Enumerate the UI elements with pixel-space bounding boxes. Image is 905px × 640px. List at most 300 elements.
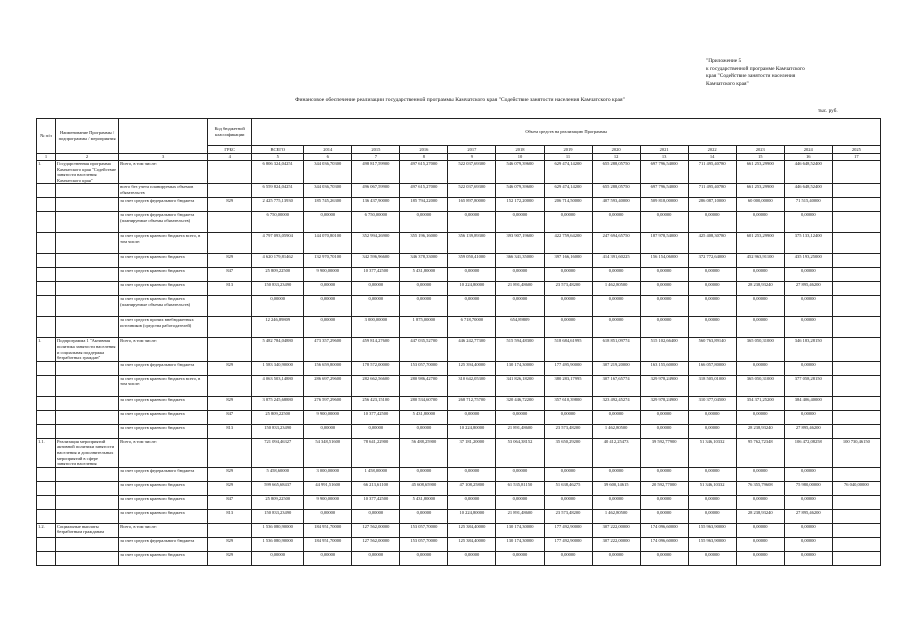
row-grbs-code — [208, 375, 252, 396]
row-year-value — [832, 212, 880, 233]
row-year-value: 0,00000 — [640, 410, 688, 424]
row-name: Реализация мероприятий активной политики занятости населения и дополнительных мероприятий в сфере занятости населения — [56, 438, 119, 467]
row-year-value: 329 978,24900 — [640, 396, 688, 410]
row-grbs-code — [208, 317, 252, 338]
row-number — [37, 495, 56, 509]
row-year-value: 206 714,50000 — [544, 198, 592, 212]
row-year-value: 0,00000 — [304, 212, 352, 233]
header-year: 2016 — [400, 146, 448, 154]
row-year-value — [832, 198, 880, 212]
appendix-line: "Приложение 5 — [706, 58, 742, 64]
row-funding-source: Всего, в том числе: — [119, 438, 208, 467]
row-year-value: 9 900,00000 — [304, 495, 352, 509]
row-year-value: 0,00000 — [304, 296, 352, 317]
row-name — [56, 184, 119, 198]
row-year-value: 307 222,00000 — [592, 537, 640, 551]
row-year-value: 152 172,20000 — [496, 198, 544, 212]
row-year-value: 0,00000 — [544, 467, 592, 481]
row-year-value: 28 238,93240 — [736, 424, 784, 438]
row-year-value: 23 573,48200 — [544, 509, 592, 523]
row-year-value: 515 102,66400 — [640, 338, 688, 361]
row-year-value: 307 167,65774 — [592, 375, 640, 396]
row-number: 1. — [37, 161, 56, 184]
row-year-value: 498 817,59900 — [352, 161, 400, 184]
row-year-value: 522 037,69300 — [448, 161, 496, 184]
column-number: 12 — [592, 154, 640, 161]
row-year-value: 51 346,10332 — [688, 481, 736, 495]
row-year-value: 0,00000 — [688, 410, 736, 424]
column-number: 16 — [784, 154, 832, 161]
row-funding-source: за счет средств краевого бюджета — [119, 551, 208, 565]
row-total-value: 12 246,89809 — [252, 317, 304, 338]
row-year-value: 661 253,29900 — [736, 161, 784, 184]
header-year: 2023 — [736, 146, 784, 154]
row-year-value: 60 000,00000 — [736, 198, 784, 212]
row-year-value: 0,00000 — [592, 551, 640, 565]
row-year-value: 0,00000 — [640, 495, 688, 509]
row-year-value: 66 213,61100 — [352, 481, 400, 495]
row-year-value: 51 638,46275 — [544, 481, 592, 495]
row-number — [37, 424, 56, 438]
table-row — [37, 551, 881, 565]
row-year-value: 10 377,42500 — [352, 410, 400, 424]
row-year-value: 0,00000 — [400, 296, 448, 317]
row-year-value: 1 462,80500 — [592, 424, 640, 438]
row-year-value: 177 492,90000 — [544, 523, 592, 537]
row-year-value: 356 139,89300 — [448, 233, 496, 254]
row-year-value: 0,00000 — [640, 317, 688, 338]
row-year-value: 156 659,80000 — [304, 361, 352, 375]
row-number — [37, 537, 56, 551]
row-year-value: 47 108,25800 — [448, 481, 496, 495]
row-year-value: 0,00000 — [640, 551, 688, 565]
table-row — [37, 509, 881, 523]
row-year-value: 0,00000 — [736, 410, 784, 424]
row-funding-source: за счет средств федерального бюджета — [119, 198, 208, 212]
row-funding-source: всего без учета планируемых объемов обязательств — [119, 184, 208, 198]
row-year-value: 155 963,90000 — [688, 537, 736, 551]
column-number: 3 — [119, 154, 208, 161]
row-year-value: 655 288,05750 — [592, 161, 640, 184]
row-funding-source: за счет средств прочих внебюджетных источников (средства работодателей) — [119, 317, 208, 338]
row-year-value: 629 474,14200 — [544, 184, 592, 198]
row-name — [56, 410, 119, 424]
header-num: № п/п — [37, 119, 56, 154]
row-year-value: 0,00000 — [688, 268, 736, 282]
row-funding-source: за счет средств краевого бюджета — [119, 254, 208, 268]
row-year-value: 0,00000 — [784, 317, 832, 338]
row-funding-source: за счет средств краевого бюджета всего, в том числе: — [119, 233, 208, 254]
row-grbs-code: 813 — [208, 424, 252, 438]
row-year-value: 629 474,14200 — [544, 161, 592, 184]
row-year-value: 0,00000 — [736, 467, 784, 481]
header-total: ВСЕГО — [252, 146, 304, 154]
row-year-value: 280 534,60700 — [400, 396, 448, 410]
appendix-line: к государственной программе Камчатского — [706, 65, 805, 72]
row-year-value: 276 597,29600 — [304, 396, 352, 410]
row-year-value: 0,00000 — [400, 509, 448, 523]
row-total-value: 1 583 340,90000 — [252, 361, 304, 375]
row-year-value: 0,00000 — [304, 282, 352, 296]
row-name — [56, 282, 119, 296]
row-total-value: 25 809,22500 — [252, 495, 304, 509]
row-year-value: 1 458,00000 — [352, 467, 400, 481]
row-year-value: 21 891,48600 — [496, 282, 544, 296]
row-number — [37, 361, 56, 375]
row-number — [37, 467, 56, 481]
row-funding-source: Всего, в том числе: — [119, 523, 208, 537]
row-year-value: 1 462,80500 — [592, 509, 640, 523]
row-year-value: 177 492,90000 — [544, 537, 592, 551]
row-year-value: 71 515,40000 — [784, 198, 832, 212]
row-year-value: 0,00000 — [784, 537, 832, 551]
row-grbs-code: 829 — [208, 254, 252, 268]
row-year-value: 0,00000 — [400, 282, 448, 296]
row-year-value: 422 759,64200 — [544, 233, 592, 254]
row-year-value — [832, 338, 880, 361]
column-number: 8 — [400, 154, 448, 161]
row-number — [37, 410, 56, 424]
row-year-value: 452 963,91100 — [736, 254, 784, 268]
row-year-value: 0,00000 — [784, 523, 832, 537]
row-year-value: 10 377,42500 — [352, 495, 400, 509]
row-year-value: 310 377,04500 — [688, 396, 736, 410]
row-year-value: 0,00000 — [448, 551, 496, 565]
row-year-value: 21 891,48600 — [496, 424, 544, 438]
row-year-value: 435 193,25000 — [784, 254, 832, 268]
row-name — [56, 268, 119, 282]
row-year-value: 130 174,30000 — [496, 361, 544, 375]
row-grbs-code — [208, 184, 252, 198]
row-year-value: 0,00000 — [496, 268, 544, 282]
row-year-value — [832, 317, 880, 338]
row-year-value: 28 238,93240 — [736, 509, 784, 523]
row-year-value: 144 070,80100 — [304, 233, 352, 254]
table-row — [37, 317, 881, 338]
row-year-value: 0,00000 — [496, 495, 544, 509]
row-year-value — [832, 551, 880, 565]
row-year-value: 0,00000 — [448, 212, 496, 233]
row-grbs-code: 829 — [208, 361, 252, 375]
row-year-value: 125 384,40000 — [448, 537, 496, 551]
row-year-value: 6 750,00000 — [352, 212, 400, 233]
row-year-value: 0,00000 — [688, 424, 736, 438]
row-year-value: 711 495,40780 — [688, 161, 736, 184]
row-year-value: 0,00000 — [736, 523, 784, 537]
row-name — [56, 375, 119, 396]
row-year-value: 0,00000 — [592, 296, 640, 317]
row-year-value: 0,00000 — [688, 282, 736, 296]
row-year-value — [832, 509, 880, 523]
row-year-value: 166 057,80000 — [688, 361, 736, 375]
row-year-value: 95 762,72348 — [736, 438, 784, 467]
row-name — [56, 481, 119, 495]
row-funding-source: за счет средств краевого бюджета — [119, 424, 208, 438]
row-funding-source: Всего, в том числе: — [119, 161, 208, 184]
row-grbs-code: 829 — [208, 481, 252, 495]
row-year-value: 375 133,12400 — [784, 233, 832, 254]
row-year-value: 0,00000 — [304, 424, 352, 438]
row-year-value: 127 562,00000 — [352, 537, 400, 551]
row-year-value: 366 341,35000 — [496, 254, 544, 268]
row-name — [56, 509, 119, 523]
row-year-value: 497 615,27000 — [400, 161, 448, 184]
row-year-value — [832, 375, 880, 396]
row-grbs-code: 829 — [208, 537, 252, 551]
row-total-value: 5 458,60000 — [252, 467, 304, 481]
row-year-value: 28 238,93240 — [736, 282, 784, 296]
row-year-value: 0,00000 — [688, 551, 736, 565]
row-number — [37, 551, 56, 565]
row-year-value: 0,00000 — [640, 509, 688, 523]
row-year-value: 0,00000 — [496, 551, 544, 565]
row-funding-source: за счет средств краевого бюджета — [119, 282, 208, 296]
row-year-value: 27 895,46200 — [784, 509, 832, 523]
row-funding-source: за счет средств краевого бюджета всего, в том числе: — [119, 375, 208, 396]
row-number — [37, 233, 56, 254]
row-total-value: 6 559 824,04251 — [252, 184, 304, 198]
row-year-value: 39 592,77900 — [640, 438, 688, 467]
row-year-value — [832, 161, 880, 184]
row-year-value: 560 763,89140 — [688, 338, 736, 361]
column-number: 1 — [37, 154, 56, 161]
row-total-value: 3 875 245,68880 — [252, 396, 304, 410]
row-year-value: 132 970,70100 — [304, 254, 352, 268]
row-year-value: 0,00000 — [400, 212, 448, 233]
row-year-value: 655 288,05750 — [592, 184, 640, 198]
row-year-value: 0,00000 — [496, 467, 544, 481]
row-total-value: 0,00000 — [252, 551, 304, 565]
row-year-value: 0,00000 — [784, 361, 832, 375]
row-year-value — [832, 495, 880, 509]
row-name — [56, 361, 119, 375]
row-year-value: 125 394,40000 — [448, 361, 496, 375]
row-year-value: 5 431,80000 — [400, 495, 448, 509]
row-year-value: 446 648,52400 — [784, 184, 832, 198]
appendix-line: Камчатского края" — [706, 80, 749, 87]
row-year-value: 522 037,69300 — [448, 184, 496, 198]
row-number — [37, 317, 56, 338]
row-name — [56, 396, 119, 410]
row-funding-source: за счет средств краевого бюджета — [119, 481, 208, 495]
table-row — [37, 338, 881, 361]
row-number — [37, 198, 56, 212]
row-year-value: 697 796,54000 — [640, 184, 688, 198]
row-year-value: 0,00000 — [688, 495, 736, 509]
row-year-value: 0,00000 — [688, 317, 736, 338]
row-grbs-code: 813 — [208, 282, 252, 296]
row-total-value: 721 094,46327 — [252, 438, 304, 467]
row-name — [56, 551, 119, 565]
row-funding-source: за счет средств краевого бюджета (планируемые объемы обязательств) — [119, 296, 208, 317]
table-row — [37, 438, 881, 467]
row-year-value: 76 355,79608 — [736, 481, 784, 495]
column-number: 4 — [208, 154, 252, 161]
row-year-value: 0,00000 — [688, 212, 736, 233]
row-year-value: 0,00000 — [400, 467, 448, 481]
header-year: 2020 — [592, 146, 640, 154]
row-grbs-code — [208, 523, 252, 537]
row-total-value: 150 833,23490 — [252, 424, 304, 438]
row-year-value: 341 826,18200 — [496, 375, 544, 396]
table-row — [37, 198, 881, 212]
row-year-value: 39 600,14615 — [592, 481, 640, 495]
row-total-value: 4 063 503,14880 — [252, 375, 304, 396]
row-name: Государственная программа Камчатского края "Содействие занятости населения Камчатского края" — [56, 161, 119, 184]
row-year-value: 280 986,42700 — [400, 375, 448, 396]
row-year-value: 354 371,25200 — [736, 396, 784, 410]
row-funding-source: Всего, в том числе: — [119, 338, 208, 361]
row-year-value: 365 050,31000 — [736, 375, 784, 396]
row-grbs-code: 829 — [208, 198, 252, 212]
row-year-value: 372 772,64000 — [688, 254, 736, 268]
row-year-value: 35 650,29200 — [544, 438, 592, 467]
row-year-value: 37 181,20000 — [448, 438, 496, 467]
row-year-value: 0,00000 — [736, 551, 784, 565]
row-year-value: 384 406,40000 — [784, 396, 832, 410]
row-year-value: 546 079,39600 — [496, 161, 544, 184]
row-year-value: 0,00000 — [736, 268, 784, 282]
row-year-value: 329 978,24900 — [640, 375, 688, 396]
row-year-value: 27 895,46200 — [784, 282, 832, 296]
row-grbs-code: 847 — [208, 495, 252, 509]
row-year-value: 0,00000 — [304, 317, 352, 338]
row-year-value: 282 662,56600 — [352, 375, 400, 396]
row-year-value: 546 079,39600 — [496, 184, 544, 198]
row-year-value: 130 174,30000 — [496, 537, 544, 551]
header-year: 2022 — [688, 146, 736, 154]
row-year-value: 130 174,30000 — [496, 523, 544, 537]
table-row — [37, 233, 881, 254]
row-year-value: 184 951,70000 — [304, 537, 352, 551]
row-year-value: 106 472,08258 — [784, 438, 832, 467]
table-row — [37, 161, 881, 184]
row-year-value: 0,00000 — [784, 551, 832, 565]
row-grbs-code: 847 — [208, 268, 252, 282]
row-year-value — [832, 523, 880, 537]
row-year-value: 0,00000 — [544, 317, 592, 338]
row-year-value — [832, 424, 880, 438]
column-number: 11 — [544, 154, 592, 161]
row-year-value: 320 446,72200 — [496, 396, 544, 410]
row-year-value: 53 064,38152 — [496, 438, 544, 467]
table-row — [37, 361, 881, 375]
row-name — [56, 317, 119, 338]
header-grbs: ГРБС — [208, 146, 252, 154]
row-year-value — [832, 254, 880, 268]
row-funding-source: за счет средств краевого бюджета — [119, 268, 208, 282]
row-funding-source: за счет средств федерального бюджета — [119, 467, 208, 481]
row-year-value: 163 155,60000 — [640, 361, 688, 375]
row-year-value: 184 951,70000 — [304, 523, 352, 537]
row-number — [37, 268, 56, 282]
row-year-value: 185 745,26300 — [304, 198, 352, 212]
header-year: 2018 — [496, 146, 544, 154]
row-funding-source: за счет средств краевого бюджета — [119, 396, 208, 410]
row-year-value: 0,00000 — [592, 410, 640, 424]
row-year-value: 346 378,33000 — [400, 254, 448, 268]
row-year-value: 44 991,51600 — [304, 481, 352, 495]
row-name — [56, 254, 119, 268]
table-row — [37, 410, 881, 424]
row-grbs-code: 829 — [208, 551, 252, 565]
row-year-value: 1 875,00000 — [400, 317, 448, 338]
row-year-value: 407 593,40000 — [592, 198, 640, 212]
row-year-value: 0,00000 — [640, 268, 688, 282]
header-year: 2024 — [784, 146, 832, 154]
row-year-value: 153 057,70000 — [400, 523, 448, 537]
row-grbs-code — [208, 161, 252, 184]
row-year-value: 127 562,00000 — [352, 523, 400, 537]
row-year-value: 518 684,61995 — [544, 338, 592, 361]
column-number: 2 — [56, 154, 119, 161]
row-total-value: 6 750,00000 — [252, 212, 304, 233]
row-year-value: 10 224,80000 — [448, 509, 496, 523]
row-year-value: 0,00000 — [736, 317, 784, 338]
row-year-value: 0,00000 — [640, 282, 688, 296]
row-year-value: 307 222,00000 — [592, 523, 640, 537]
row-year-value: 352 994,26900 — [352, 233, 400, 254]
row-year-value — [832, 282, 880, 296]
header-name: Наименование Программы / подпрограммы / мероприятия — [56, 119, 119, 154]
row-year-value: 10 377,42500 — [352, 268, 400, 282]
row-year-value: 377 058,28150 — [784, 375, 832, 396]
row-year-value: 21 891,48600 — [496, 509, 544, 523]
row-year-value: 0,00000 — [736, 495, 784, 509]
row-total-value: 599 665,68437 — [252, 481, 304, 495]
column-number: 9 — [448, 154, 496, 161]
row-number — [37, 375, 56, 396]
row-year-value: 0,00000 — [784, 296, 832, 317]
financing-table — [36, 118, 881, 566]
row-year-value: 165 897,80000 — [448, 198, 496, 212]
row-year-value: 0,00000 — [784, 495, 832, 509]
row-year-value: 5 431,80000 — [400, 268, 448, 282]
row-grbs-code — [208, 212, 252, 233]
row-year-value: 310 642,05300 — [448, 375, 496, 396]
row-year-value: 20 592,77000 — [640, 481, 688, 495]
row-year-value: 0,00000 — [640, 424, 688, 438]
row-year-value: 344 036,70300 — [304, 161, 352, 184]
row-year-value: 0,00000 — [592, 495, 640, 509]
row-name — [56, 233, 119, 254]
row-year-value: 618 851,09774 — [592, 338, 640, 361]
row-year-value: 286 087,10000 — [688, 198, 736, 212]
row-year-value: 446 242,77300 — [448, 338, 496, 361]
row-name — [56, 296, 119, 317]
row-year-value: 153 057,70000 — [400, 537, 448, 551]
row-year-value: 0,00000 — [352, 296, 400, 317]
header-code: Код бюджетной классификации — [208, 119, 252, 146]
row-number — [37, 296, 56, 317]
row-grbs-code — [208, 438, 252, 467]
row-year-value: 5 431,80000 — [400, 410, 448, 424]
units-label: тыс. руб. — [818, 108, 838, 114]
row-year-value — [832, 410, 880, 424]
row-name: Социальные выплаты безработным гражданам — [56, 523, 119, 537]
header-year: 2021 — [640, 146, 688, 154]
row-year-value: 0,00000 — [544, 410, 592, 424]
row-year-value — [832, 296, 880, 317]
row-total-value: 6 806 324,04251 — [252, 161, 304, 184]
row-year-value: 10 224,80000 — [448, 282, 496, 296]
row-year-value: 0,00000 — [448, 296, 496, 317]
row-year-value: 178 572,00000 — [352, 361, 400, 375]
row-year-value: 473 357,29600 — [304, 338, 352, 361]
row-total-value: 150 833,23490 — [252, 282, 304, 296]
appendix-line: края "Содействие занятости населения — [706, 73, 796, 80]
row-year-value: 0,00000 — [784, 467, 832, 481]
